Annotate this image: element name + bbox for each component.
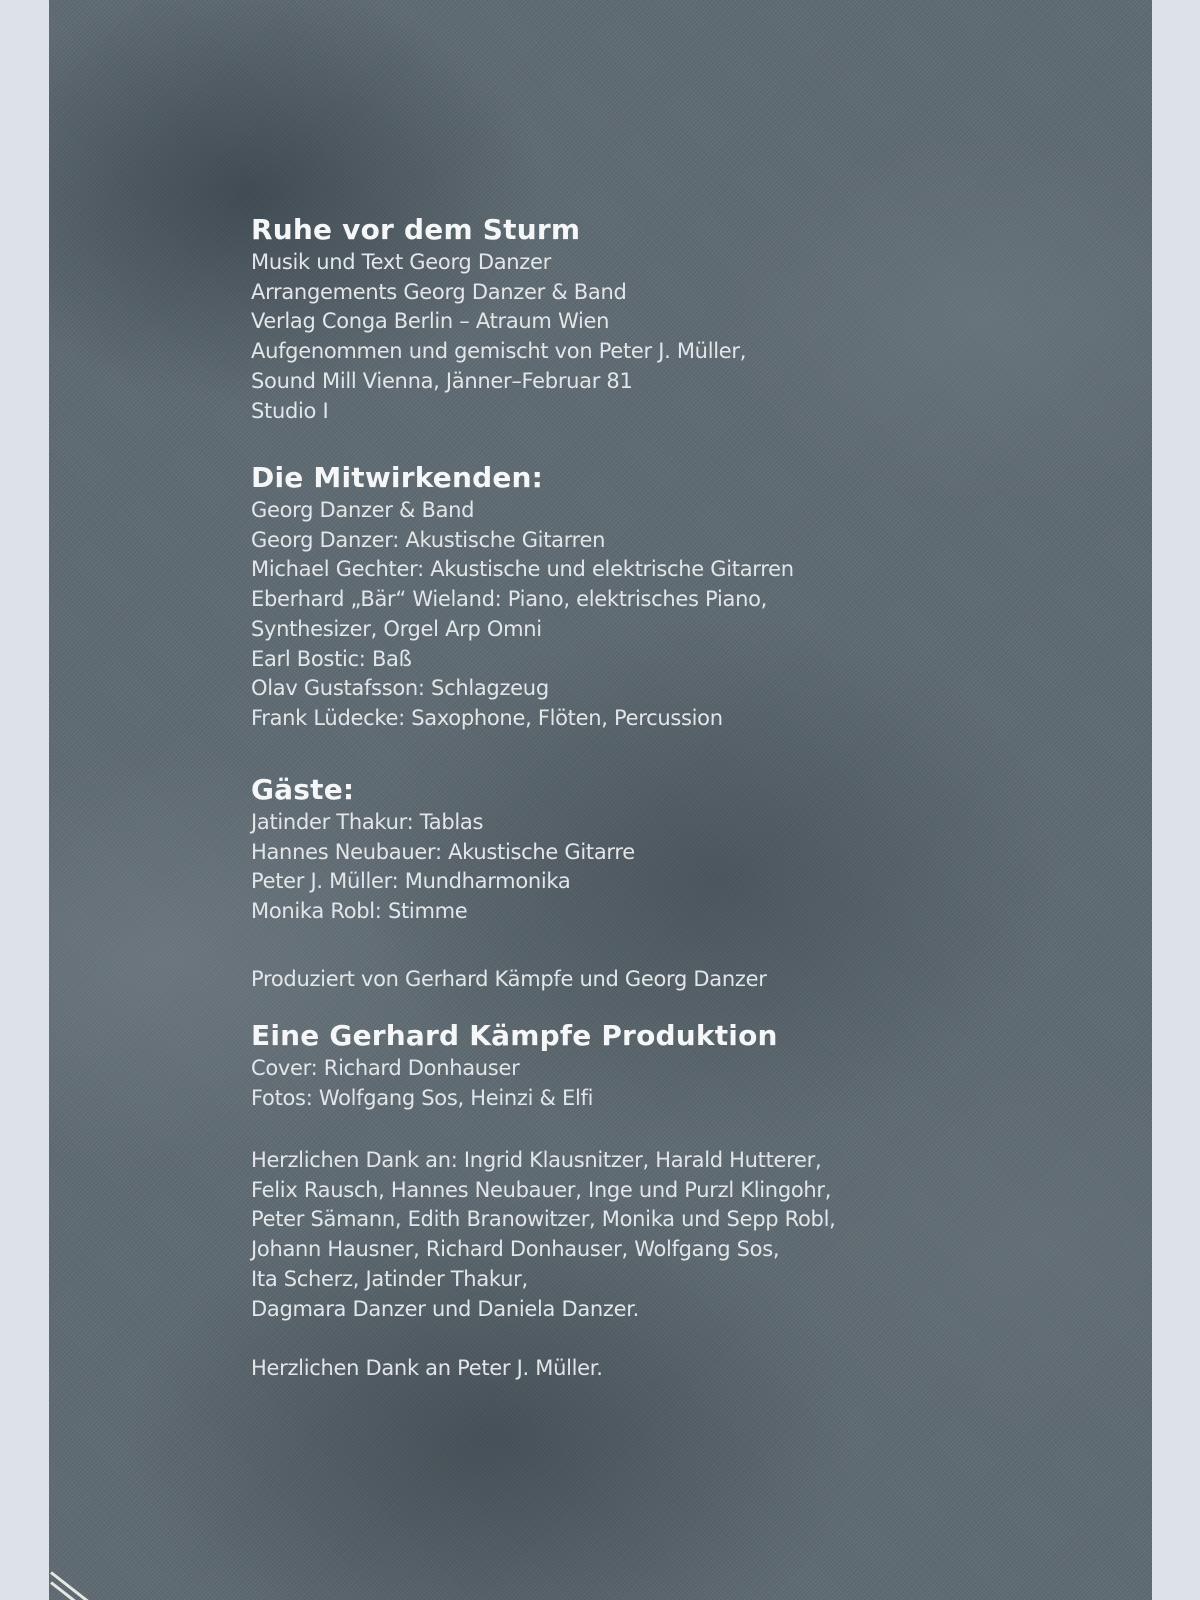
album-title: Ruhe vor dem Sturm [251, 213, 581, 246]
section-heading-musicians: Die Mitwirkenden: [251, 461, 544, 494]
musician-line: Georg Danzer & Band [251, 498, 475, 522]
guest-line: Jatinder Thakur: Tablas [251, 810, 484, 834]
musician-line: Frank Lüdecke: Saxophone, Flöten, Percussion [251, 705, 723, 730]
musician-line: Eberhard „Bär“ Wieland: Piano, elektrisches Piano, [251, 587, 767, 612]
production-line: Fotos: Wolfgang Sos, Heinzi & Elfi [251, 1085, 594, 1110]
thanks-line: Johann Hausner, Richard Donhauser, Wolfgang Sos, [251, 1237, 780, 1262]
section-heading-guests: Gäste: [251, 773, 355, 806]
liner-notes-page [49, 0, 1152, 1600]
musician-line: Earl Bostic: Baß [251, 646, 412, 671]
credit-line: Verlag Conga Berlin – Atraum Wien [251, 309, 610, 334]
section-thanks [251, 1146, 835, 1324]
thanks-line: Dagmara Danzer und Daniela Danzer. [251, 1296, 640, 1321]
section-album-info [251, 212, 746, 426]
section-production [251, 1018, 778, 1113]
production-line: Cover: Richard Donhauser [251, 1056, 520, 1080]
musician-line: Olav Gustafsson: Schlagzeug [251, 676, 549, 701]
section-musicians [251, 460, 794, 734]
guest-line: Peter J. Müller: Mundharmonika [251, 869, 571, 894]
thanks-line: Ita Scherz, Jatinder Thakur, [251, 1266, 528, 1291]
guest-line: Hannes Neubauer: Akustische Gitarre [251, 839, 635, 864]
credit-line: Aufgenommen und gemischt von Peter J. Müller, [251, 339, 747, 364]
credit-line: Studio I [251, 398, 329, 423]
guest-line: Monika Robl: Stimme [251, 899, 468, 924]
thanks-line: Herzlichen Dank an: Ingrid Klausnitzer, Harald Hutterer, [251, 1148, 822, 1172]
credit-line: Sound Mill Vienna, Jänner–Februar 81 [251, 368, 633, 393]
produced-by-line: Produziert von Gerhard Kämpfe und Georg Danzer [251, 967, 767, 991]
thanks-line: Peter Sämann, Edith Branowitzer, Monika und Sepp Robl, [251, 1207, 836, 1232]
credit-line: Musik und Text Georg Danzer [251, 250, 551, 274]
produced-by [251, 965, 767, 995]
section-guests [251, 772, 635, 927]
musician-line: Michael Gechter: Akustische und elektrische Gitarren [251, 557, 794, 582]
final-thanks-line: Herzlichen Dank an Peter J. Müller. [251, 1356, 603, 1380]
musician-line: Georg Danzer: Akustische Gitarren [251, 527, 606, 552]
final-thanks [251, 1354, 603, 1384]
thanks-line: Felix Rausch, Hannes Neubauer, Inge und Purzl Klingohr, [251, 1177, 832, 1202]
corner-graphic [49, 1560, 95, 1600]
credit-line: Arrangements Georg Danzer & Band [251, 279, 627, 304]
musician-line: Synthesizer, Orgel Arp Omni [251, 616, 542, 641]
section-heading-production: Eine Gerhard Kämpfe Produktion [251, 1019, 778, 1052]
